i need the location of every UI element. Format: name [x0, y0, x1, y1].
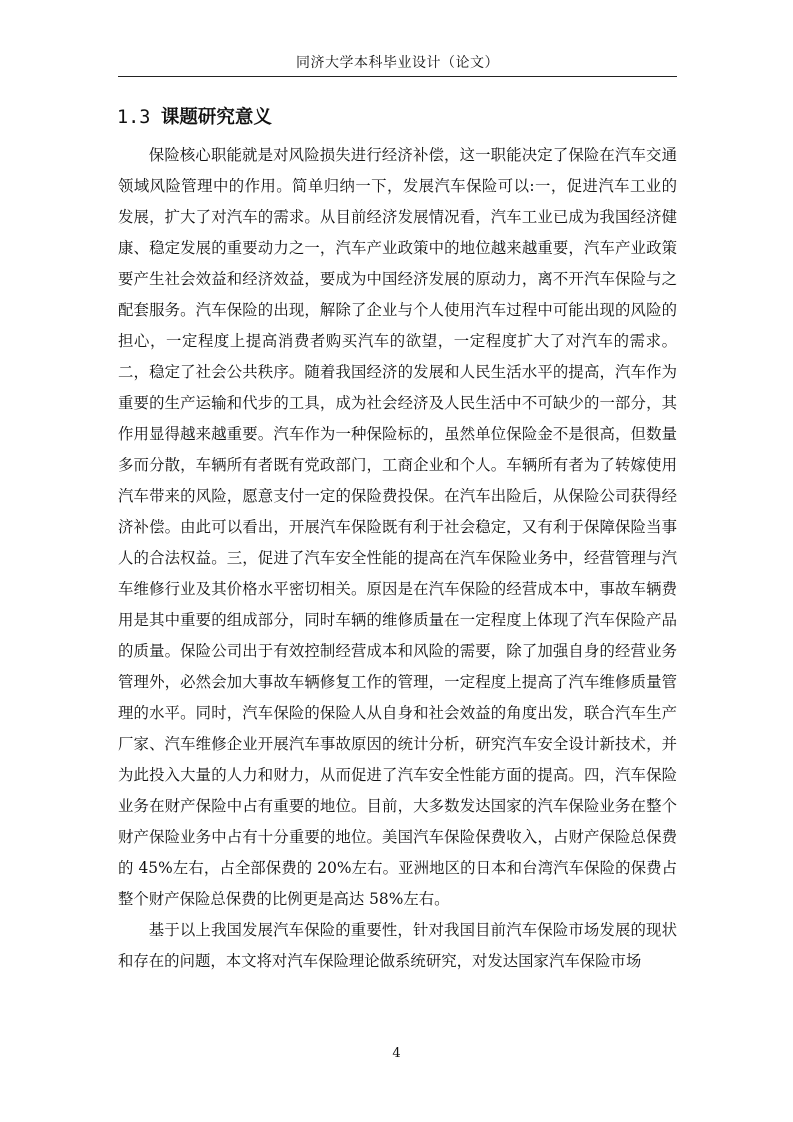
page-header: 同济大学本科毕业设计（论文） — [296, 55, 499, 71]
body-text — [118, 140, 677, 977]
header-divider — [118, 76, 677, 77]
page-number: 4 — [392, 1046, 401, 1061]
paragraph: 保险核心职能就是对风险损失进行经济补偿，这一职能决定了保险在汽车交通领域风险管理中的作用。简单归纳一下，发展汽车保险可以:一，促进汽车工业的发展，扩大了对汽车的需求。从目前经济发展情况看，汽车工业已成为我国经济健康、稳定发展的重要动力之一，汽车产业政策中的地位越来越重要，汽车产业政策要产生社会效益和经济效益，要成为中国经济发展的原动力，离不开汽车保险与之配套服务。汽车保险的出现，解除了企业与个人使用汽车过程中可能出现的风险的担心，一定程度上提高消费者购买汽车的欲望，一定程度扩大了对汽车的需求。二，稳定了社会公共秩序。随着我国经济的发展和人民生活水平的提高，汽车作为重要的生产运输和代步的工具，成为社会经济及人民生活中不可缺少的一部分，其作用显得越来越重要。汽车作为一种保险标的，虽然单位保险金不是很高，但数量多而分散，车辆所有者既有党政部门，工商企业和个人。车辆所有者为了转嫁使用汽车带来的风险，愿意支付一定的保险费投保。在汽车出险后，从保险公司获得经济补偿。由此可以看出，开展汽车保险既有利于社会稳定，又有利于保障保险当事人的合法权益。三，促进了汽车安全性能的提高在汽车保险业务中，经营管理与汽车维修行业及其价格水平密切相关。原因是在汽车保险的经营成本中，事故车辆费用是其中重要的组成部分，同时车辆的维修质量在一定程度上体现了汽车保险产品的质量。保险公司出于有效控制经营成本和风险的需要，除了加强自身的经营业务管理外，必然会加大事故车辆修复工作的管理，一定程度上提高了汽车维修质量管理的水平。同时，汽车保险的保险人从自身和社会效益的角度出发，联合汽车生产厂家、汽车维修企业开展汽车事故原因的统计分析，研究汽车安全设计新技术，并为此投入大量的人力和财力，从而促进了汽车安全性能方面的提高。四，汽车保险业务在财产保险中占有重要的地位。目前，大多数发达国家的汽车保险业务在整个财产保险业务中占有十分重要的地位。美国汽车保险保费收入，占财产保险总保费的 45%左右，占全部保费的 20%左右。亚洲地区的日本和台湾汽车保险的保费占整个财产保险总保费的比例更是高达 58%左右。 — [118, 146, 677, 908]
section-heading — [117, 106, 272, 130]
paragraph: 基于以上我国发展汽车保险的重要性，针对我国目前汽车保险市场发展的现状和存在的问题，本文将对汽车保险理论做系统研究，对发达国家汽车保险市场 — [118, 921, 677, 970]
section-number: 1.3 — [117, 107, 151, 128]
section-title: 课题研究意义 — [160, 107, 272, 128]
